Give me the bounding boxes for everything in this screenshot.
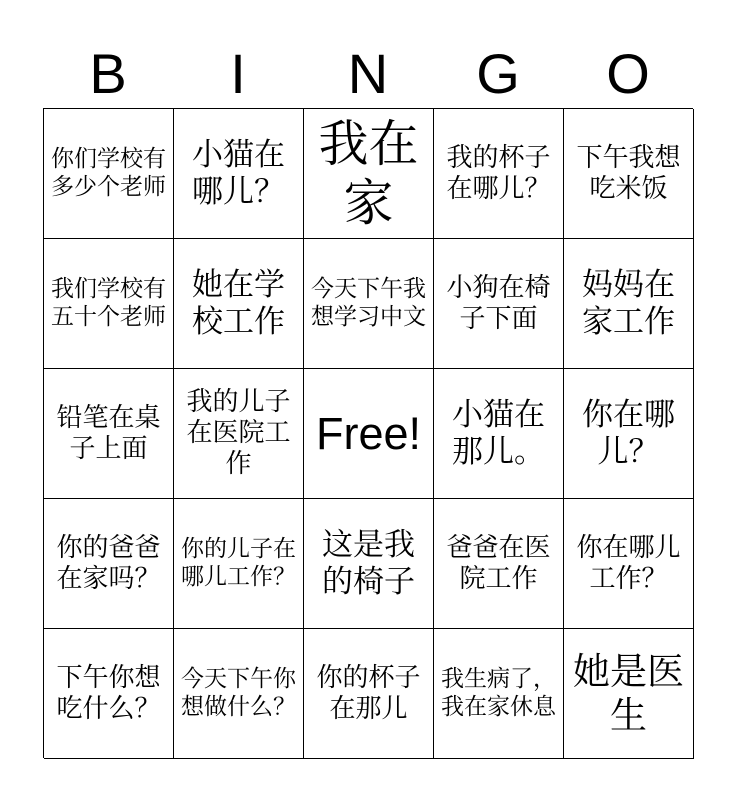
bingo-cell-r5c3[interactable] [304,629,434,759]
bingo-cell-r5c2[interactable] [174,629,304,759]
cell-text: 铅笔在桌子上面 [56,402,161,464]
bingo-free-space[interactable] [304,369,434,499]
cell-text: 今天下午你想做什么？ [181,666,296,720]
cell-text: 你的杯子在那儿 [316,662,421,724]
cell-text: 你们学校有多少个老师 [51,146,166,200]
cell-text: 这是我的椅子 [322,526,415,600]
bingo-cell-r3c2[interactable] [174,369,304,499]
bingo-board [43,108,693,758]
bingo-cell-r2c3[interactable] [304,239,434,369]
bingo-cell-r4c3[interactable] [304,499,434,629]
bingo-cell-r4c5[interactable] [564,499,694,629]
bingo-cell-r2c1[interactable] [44,239,174,369]
free-space-label: Free! [315,407,422,459]
cell-text: 她是医生 [573,649,684,737]
cell-text: 我生病了，我在家休息 [441,666,556,720]
bingo-cell-r1c1[interactable] [44,109,174,239]
bingo-cell-r2c4[interactable] [434,239,564,369]
bingo-cell-r4c1[interactable] [44,499,174,629]
bingo-cell-r2c5[interactable] [564,239,694,369]
bingo-cell-r3c4[interactable] [434,369,564,499]
cell-text: 妈妈在家工作 [582,266,675,340]
cell-text: 爸爸在医院工作 [446,532,551,594]
cell-text: 下午你想吃什么？ [56,662,161,724]
bingo-cell-r4c2[interactable] [174,499,304,629]
bingo-header [43,40,693,108]
bingo-cell-r1c5[interactable] [564,109,694,239]
cell-text: 小狗在椅子下面 [446,272,551,334]
cell-text: 你在哪儿工作？ [576,532,681,594]
cell-text: 我的杯子在哪儿？ [446,142,551,204]
cell-text: 小猫在哪儿？ [192,136,285,210]
bingo-cell-r3c5[interactable] [564,369,694,499]
cell-text: 我的儿子在医院工作 [186,387,291,479]
cell-text: 今天下午我想学习中文 [311,276,426,330]
bingo-cell-r5c4[interactable] [434,629,564,759]
header-letter-n: N [347,42,389,105]
cell-text: 你的爸爸在家吗？ [56,532,161,594]
bingo-cell-r1c3[interactable] [304,109,434,239]
bingo-cell-r4c4[interactable] [434,499,564,629]
bingo-cell-r2c2[interactable] [174,239,304,369]
cell-text: 你的儿子在哪儿工作？ [181,536,296,590]
header-letter-b: B [89,42,127,105]
header-letter-i: I [230,42,246,105]
cell-text: 你在哪儿？ [582,396,675,470]
bingo-cell-r3c1[interactable] [44,369,174,499]
bingo-cell-r1c2[interactable] [174,109,304,239]
cell-text: 她在学校工作 [192,266,285,340]
cell-text: 我们学校有五十个老师 [51,276,166,330]
bingo-cell-r5c5[interactable] [564,629,694,759]
cell-text: 下午我想吃米饭 [576,142,681,204]
header-letter-g: G [476,42,520,105]
cell-text: 我在家 [318,114,419,232]
bingo-cell-r5c1[interactable] [44,629,174,759]
bingo-cell-r1c4[interactable] [434,109,564,239]
header-letter-o: O [606,42,650,105]
cell-text: 小猫在那儿。 [452,396,545,470]
